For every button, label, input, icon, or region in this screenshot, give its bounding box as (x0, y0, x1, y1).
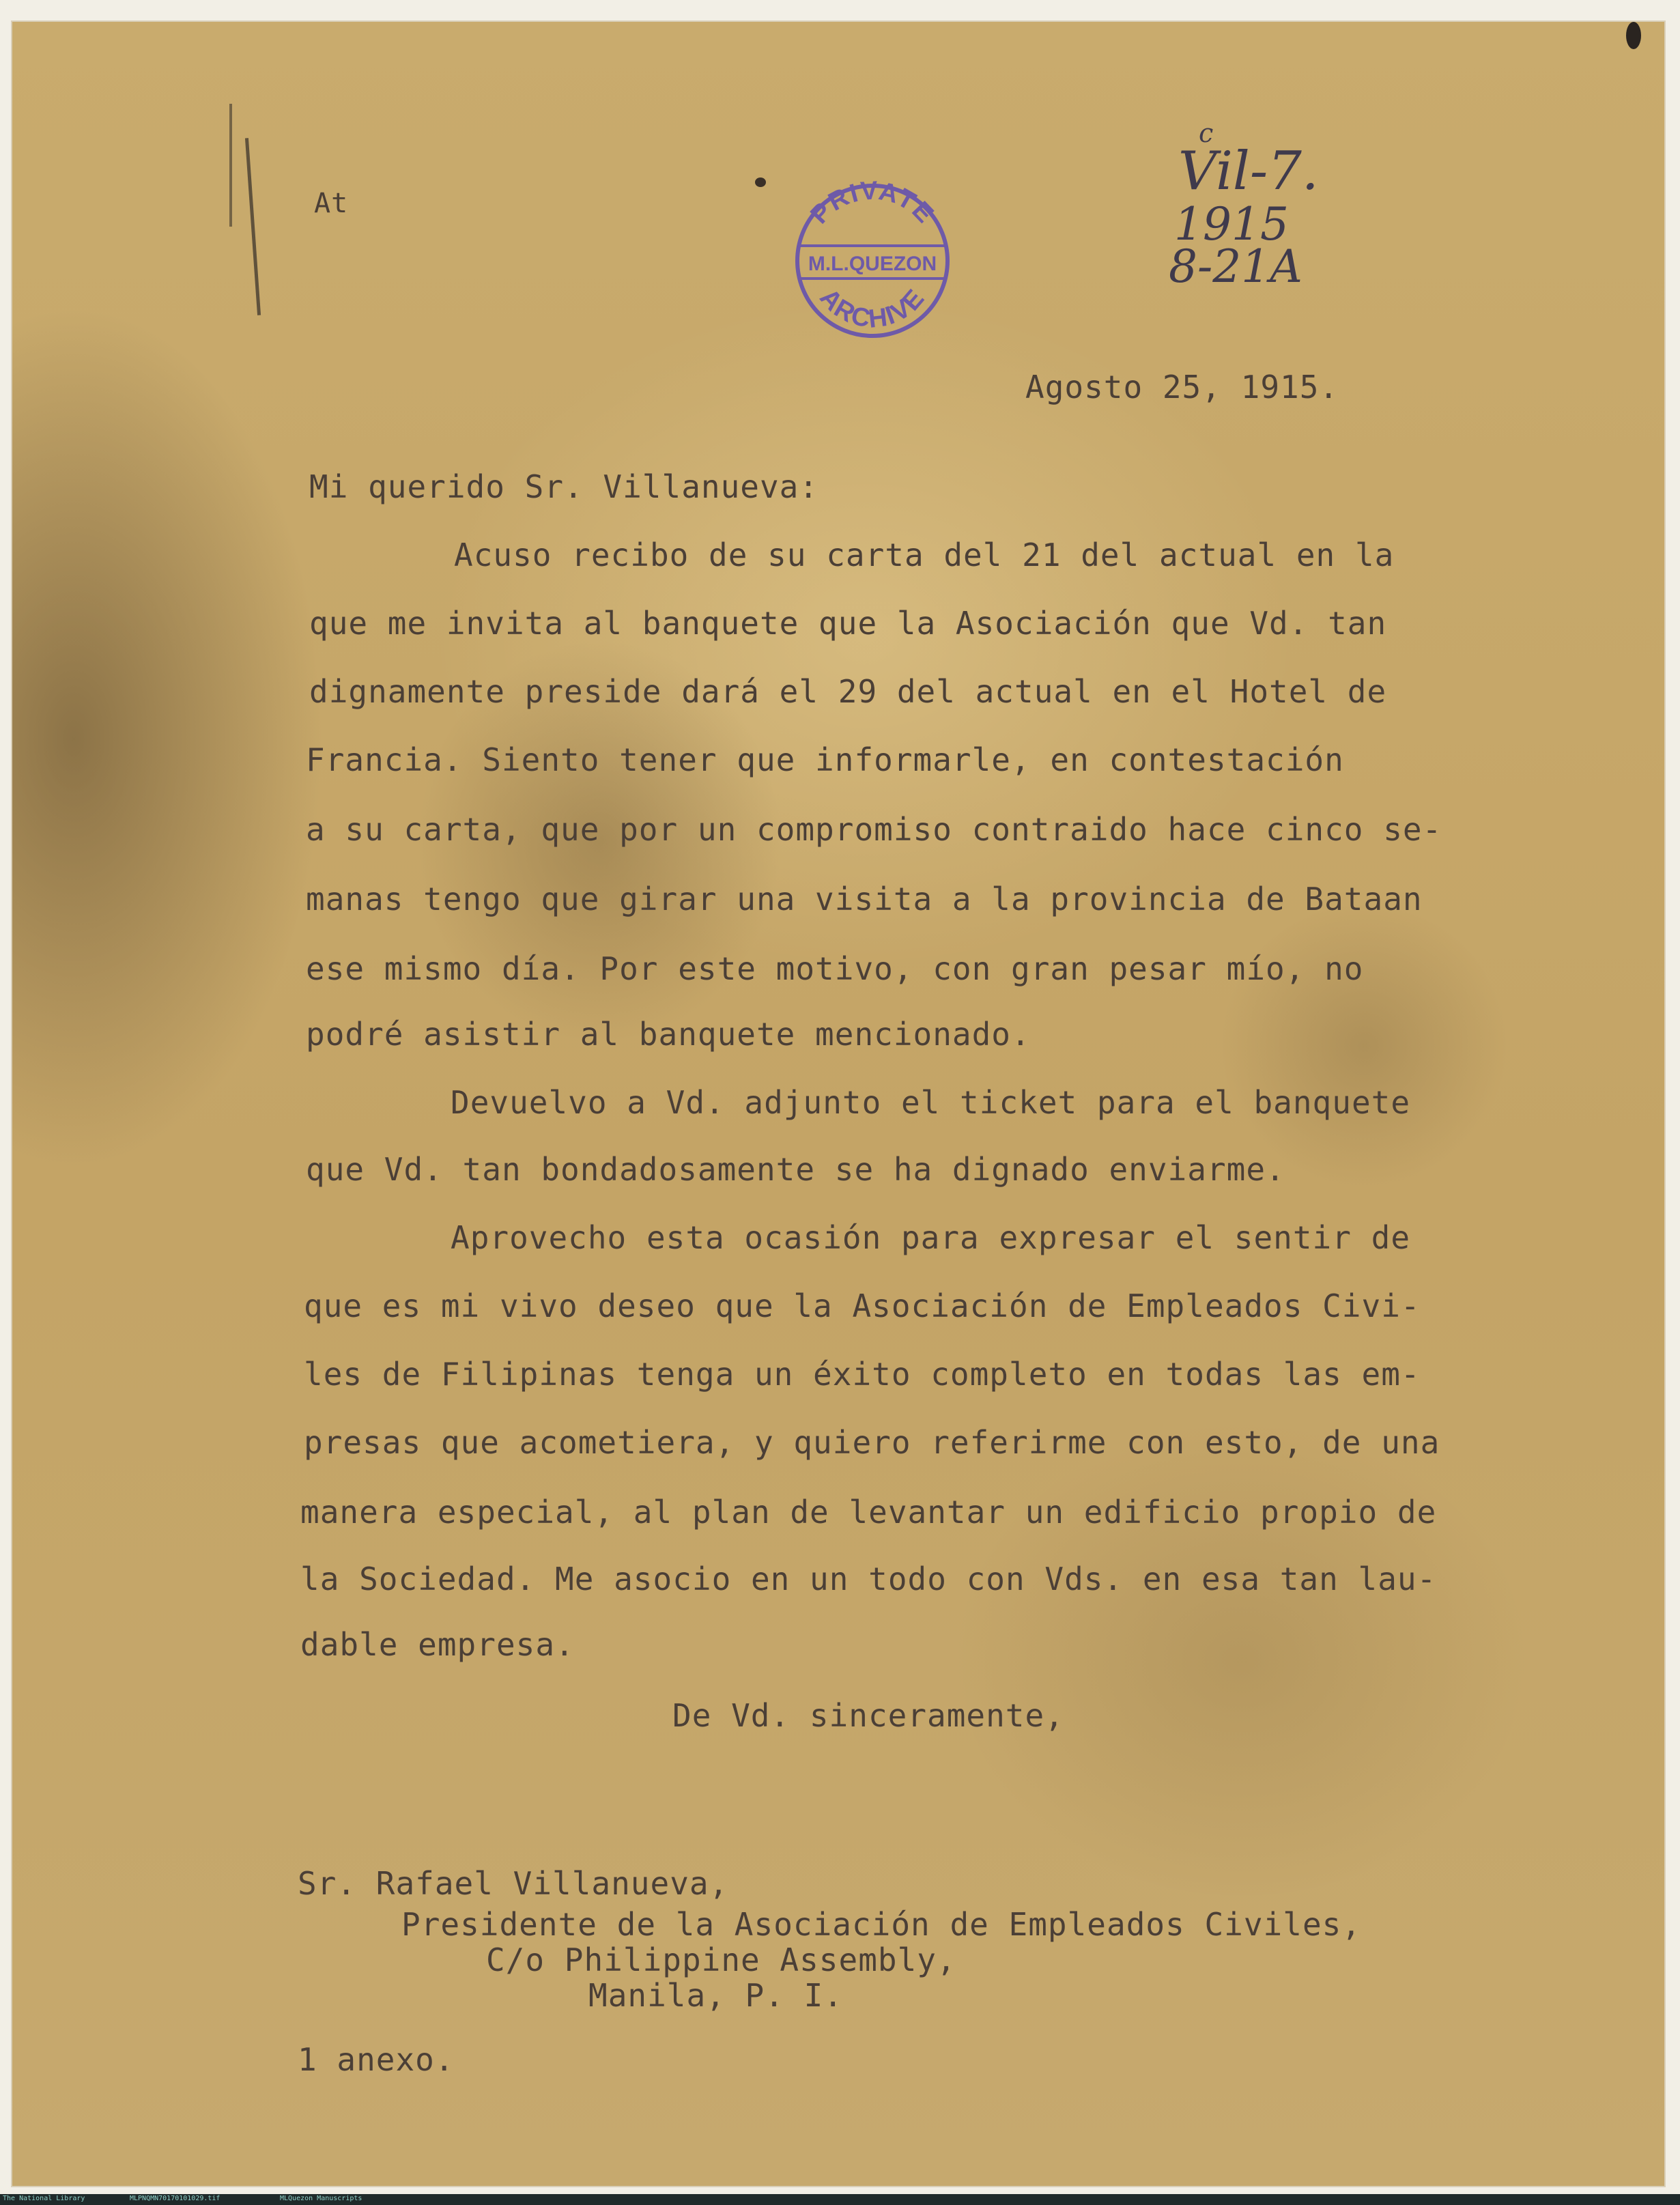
address-line: Presidente de la Asociación de Empleados Civiles, (401, 1906, 1362, 1943)
closing: De Vd. sinceramente, (672, 1697, 1064, 1734)
body-line: manas tengo que girar una visita a la provincia de Bataan (306, 881, 1423, 917)
stamp-middle-text: M.L.QUEZON (808, 253, 937, 275)
handwritten-line3: 8-21A (1169, 240, 1302, 293)
footer-right: MLQuezon Manuscripts (280, 2195, 362, 2202)
footer-left: The National Library (3, 2195, 85, 2202)
body-line: dignamente preside dará el 29 del actual en el Hotel de (309, 673, 1387, 710)
stamp-seal (791, 179, 954, 343)
body-line: presas que acometiera, y quiero referirme con esto, de una (304, 1424, 1440, 1461)
address-line: Sr. Rafael Villanueva, (298, 1865, 729, 1902)
handwritten-line2: 1915 (1174, 198, 1289, 251)
address-line: C/o Philippine Assembly, (486, 1941, 956, 1978)
body-line: manera especial, al plan de levantar un edificio propio de (300, 1494, 1437, 1531)
body-line: Devuelvo a Vd. adjunto el ticket para el banquete (451, 1084, 1411, 1121)
handwritten-line1: Vil-7. (1178, 141, 1319, 202)
body-line: que me invita al banquete que la Asociación que Vd. tan (309, 605, 1387, 642)
body-line: dable empresa. (300, 1626, 575, 1663)
footer-center: MLPNQMN70170101029.tif (130, 2195, 220, 2202)
body-line: Acuso recibo de su carta del 21 del actual en la (454, 537, 1395, 573)
enclosure-note: 1 anexo. (298, 2041, 455, 2078)
handwritten-sup: c (1199, 118, 1214, 148)
margin-mark (245, 138, 261, 315)
body-line: Aprovecho esta ocasión para expresar el sentir de (451, 1219, 1411, 1256)
body-line: ese mismo día. Por este motivo, con gran pesar mío, no (306, 950, 1364, 987)
stamp-top-text: PRIVATE (805, 179, 940, 230)
initials: At (314, 188, 349, 219)
body-line: podré asistir al banquete mencionado. (306, 1016, 1031, 1053)
scan-footer (0, 2194, 1680, 2205)
body-line: a su carta, que por un compromiso contraido hace cinco se- (306, 811, 1442, 848)
address-line: Manila, P. I. (588, 1977, 844, 2014)
archive-stamp (791, 179, 954, 343)
salutation: Mi querido Sr. Villanueva: (309, 468, 819, 505)
letter-date: Agosto 25, 1915. (1025, 369, 1339, 406)
margin-mark (229, 104, 232, 227)
body-line: Francia. Siento tener que informarle, en contestación (306, 741, 1344, 778)
ink-dot (755, 177, 766, 187)
body-line: les de Filipinas tenga un éxito completo en todas las em- (304, 1356, 1421, 1393)
body-line: que Vd. tan bondadosamente se ha dignado enviarme. (306, 1151, 1285, 1188)
ink-dot (1626, 22, 1641, 49)
body-line: que es mi vivo deseo que la Asociación de Empleados Civi- (304, 1288, 1421, 1324)
body-line: la Sociedad. Me asocio en un todo con Vds. en esa tan lau- (300, 1561, 1437, 1597)
stamp-bottom-text: ARCHIVE (814, 283, 931, 334)
